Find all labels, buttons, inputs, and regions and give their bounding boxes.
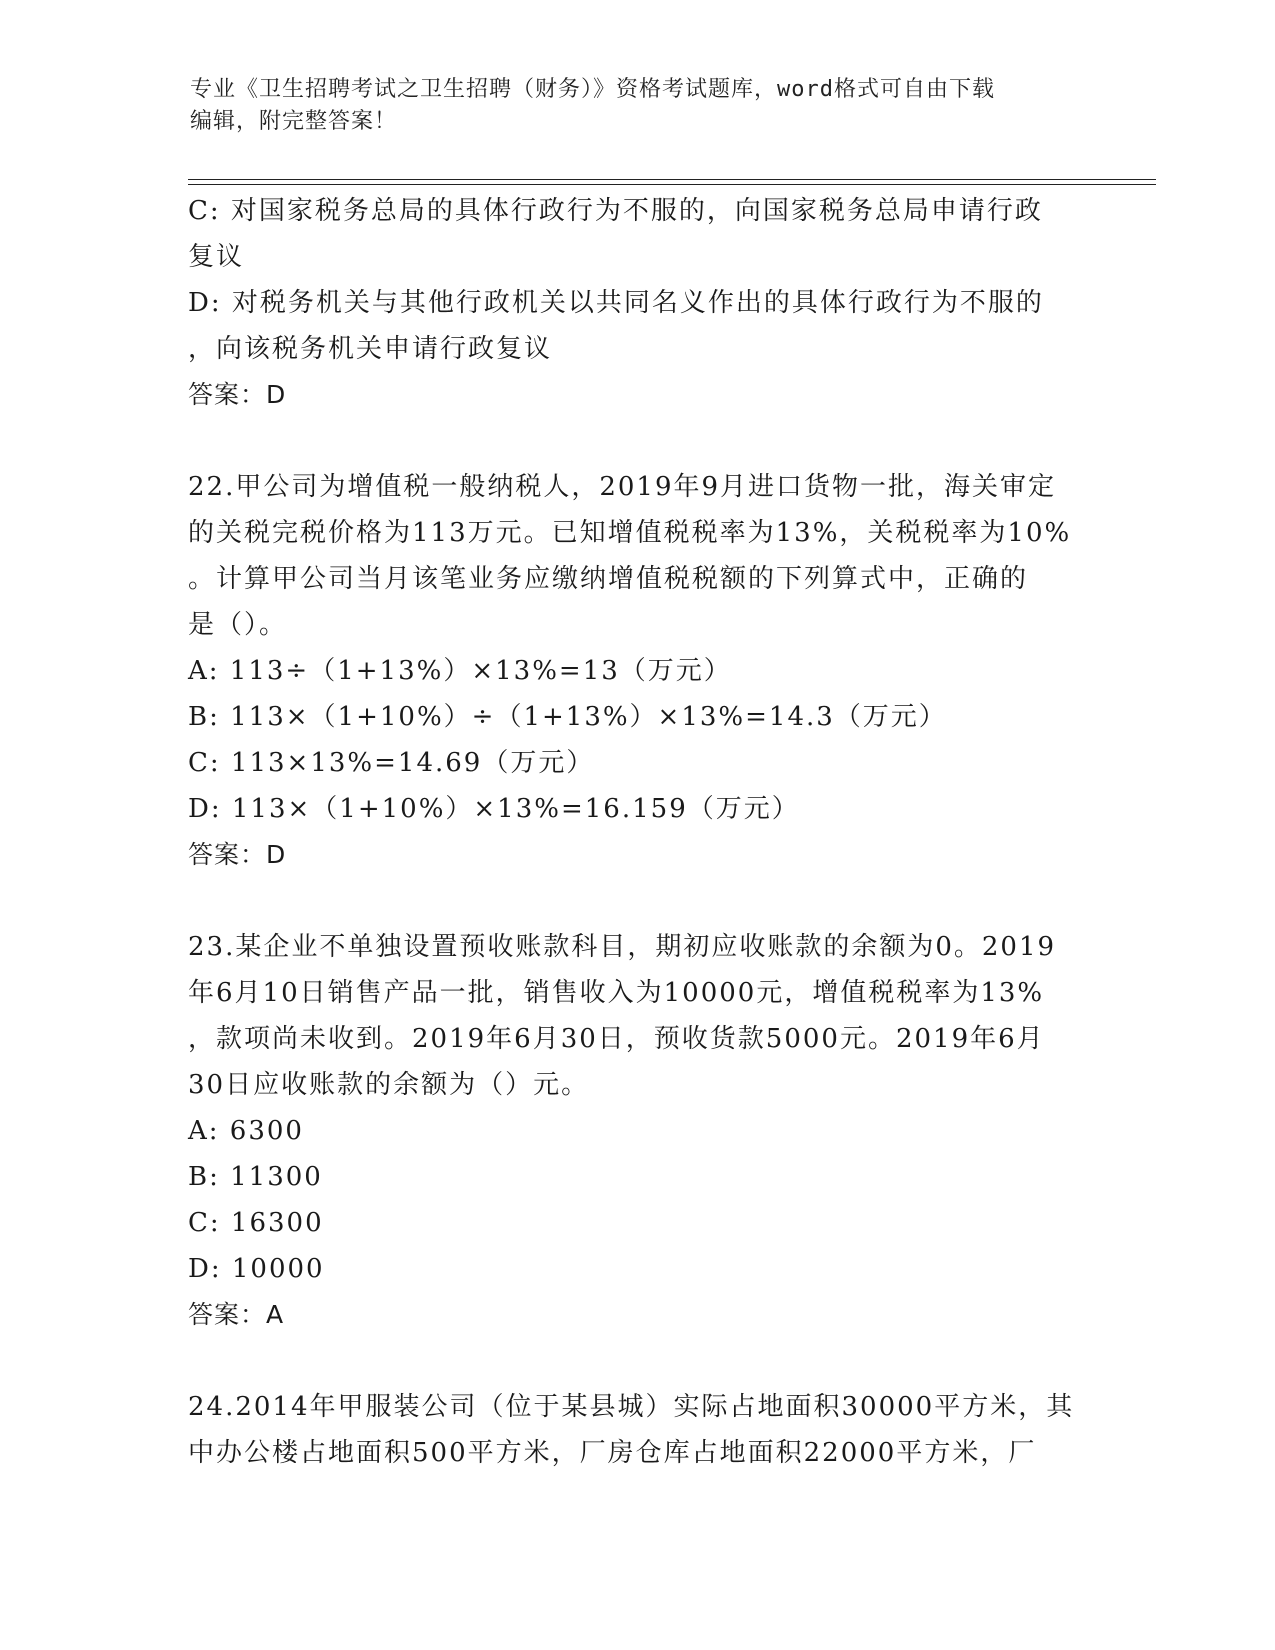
q24-stem-line: 24.2014年甲服装公司（位于某县城）实际占地面积30000平方米，其 <box>188 1392 1075 1422</box>
q21-option-d-line-1: D: 对税务机关与其他行政机关以共同名义作出的具体行政行为不服的 <box>188 288 1044 318</box>
document-body <box>188 188 1088 1476</box>
q23-stem-line: ，款项尚未收到。2019年6月30日，预收货款5000元。2019年6月 <box>188 1024 1045 1054</box>
q23-option-d: D: 10000 <box>188 1254 325 1284</box>
q22-stem-line: 。计算甲公司当月该笔业务应缴纳增值税税额的下列算式中，正确的 <box>188 564 1029 594</box>
q22-stem-line: 是（）。 <box>188 610 288 640</box>
spacer <box>188 878 1088 924</box>
q23-option-c: C: 16300 <box>188 1208 324 1238</box>
question-23 <box>188 924 1088 1338</box>
q21-option-d-line-2: ，向该税务机关申请行政复议 <box>188 334 553 364</box>
q21-option-c-line-1: C: 对国家税务总局的具体行政行为不服的，向国家税务总局申请行政 <box>188 196 1043 226</box>
q24-stem-line: 中办公楼占地面积500平方米，厂房仓库占地面积22000平方米，厂 <box>188 1438 1037 1468</box>
q23-stem-line: 23.某企业不单独设置预收账款科目，期初应收账款的余额为0。2019 <box>188 932 1057 962</box>
q23-option-a: A: 6300 <box>188 1116 304 1146</box>
q22-option-c: C: 113×13%=14.69（万元） <box>188 748 595 778</box>
header-divider-top <box>188 179 1156 180</box>
spacer <box>188 1338 1088 1384</box>
q22-option-a: A: 113÷（1+13%）×13%=13（万元） <box>188 656 732 686</box>
q23-stem-line: 年6月10日销售产品一批，销售收入为10000元，增值税税率为13% <box>188 978 1045 1008</box>
q22-option-d: D: 113×（1+10%）×13%=16.159（万元） <box>188 794 800 824</box>
q23-stem-line: 30日应收账款的余额为（）元。 <box>188 1070 590 1100</box>
spacer <box>188 418 1088 464</box>
q21-option-c-line-2: 复议 <box>188 242 245 272</box>
header-line-1: 专业《卫生招聘考试之卫生招聘（财务）》资格考试题库，word格式可自由下载 <box>190 77 995 102</box>
q22-stem-line: 的关税完税价格为113万元。已知增值税税率为13%，关税税率为10% <box>188 518 1072 548</box>
q22-stem-line: 22.甲公司为增值税一般纳税人，2019年9月进口货物一批，海关审定 <box>188 472 1057 502</box>
q21-answer: 答案：D <box>188 380 287 409</box>
document-header <box>190 74 1090 138</box>
question-24 <box>188 1384 1088 1476</box>
header-divider-bottom <box>188 184 1156 185</box>
question-22 <box>188 464 1088 878</box>
q23-answer: 答案：A <box>188 1300 285 1329</box>
q22-option-b: B: 113×（1+10%）÷（1+13%）×13%=14.3（万元） <box>188 702 947 732</box>
header-line-2: 编辑，附完整答案！ <box>190 109 398 134</box>
q22-answer: 答案：D <box>188 840 287 869</box>
q23-option-b: B: 11300 <box>188 1162 323 1192</box>
question-21-tail <box>188 188 1088 418</box>
